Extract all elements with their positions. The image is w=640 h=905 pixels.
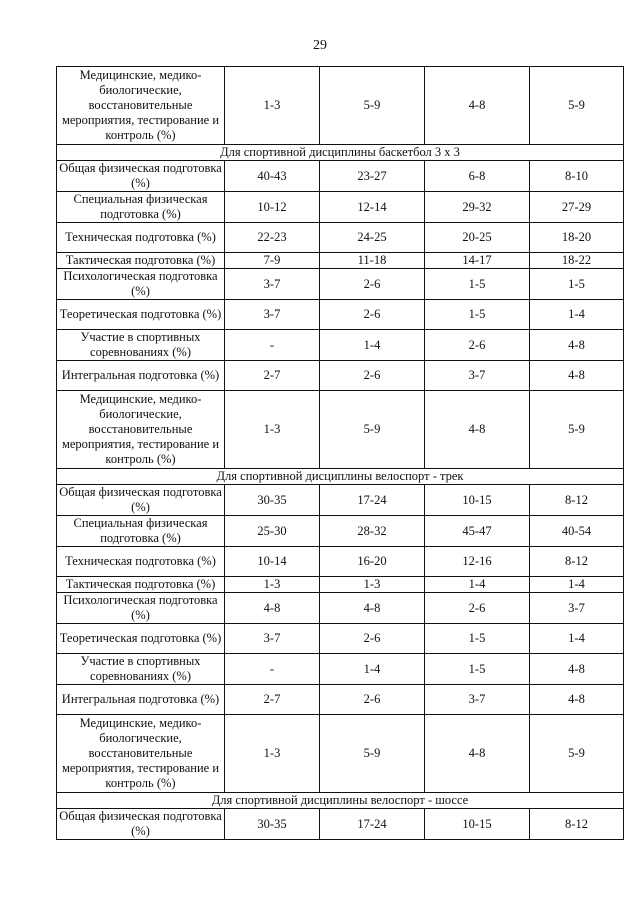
stage-2-value: 2-6 xyxy=(320,624,425,654)
stage-2-value: 5-9 xyxy=(320,715,425,793)
stage-1-value: 1-3 xyxy=(225,577,320,593)
stage-1-value: 10-14 xyxy=(225,547,320,577)
stage-1-value: 7-9 xyxy=(225,253,320,269)
table-row xyxy=(57,577,624,593)
stage-2-value: 12-14 xyxy=(320,192,425,223)
stage-3-value: 4-8 xyxy=(425,391,530,469)
stage-3-value: 1-5 xyxy=(425,300,530,330)
row-label: Медицинские, медико-биологические, восстановительные мероприятия, тестирование и контроль (%) xyxy=(57,67,225,145)
table-row xyxy=(57,161,624,192)
stage-3-value: 3-7 xyxy=(425,685,530,715)
section-title: Для спортивной дисциплины велоспорт - трек xyxy=(57,469,624,485)
row-label: Участие в спортивных соревнованиях (%) xyxy=(57,654,225,685)
stage-4-value: 27-29 xyxy=(530,192,624,223)
stage-1-value: 1-3 xyxy=(225,715,320,793)
section-title: Для спортивной дисциплины велоспорт - шоссе xyxy=(57,793,624,809)
stage-3-value: 2-6 xyxy=(425,593,530,624)
section-header-row xyxy=(57,145,624,161)
table-row xyxy=(57,654,624,685)
row-label: Интегральная подготовка (%) xyxy=(57,685,225,715)
stage-1-value: 1-3 xyxy=(225,391,320,469)
stage-4-value: 18-22 xyxy=(530,253,624,269)
stage-4-value: 18-20 xyxy=(530,223,624,253)
stage-4-value: 5-9 xyxy=(530,715,624,793)
stage-1-value: - xyxy=(225,330,320,361)
table-row xyxy=(57,516,624,547)
stage-4-value: 4-8 xyxy=(530,330,624,361)
row-label: Техническая подготовка (%) xyxy=(57,223,225,253)
row-label: Специальная физическая подготовка (%) xyxy=(57,192,225,223)
table-row xyxy=(57,300,624,330)
stage-1-value: 3-7 xyxy=(225,624,320,654)
stage-4-value: 1-4 xyxy=(530,624,624,654)
table-row xyxy=(57,809,624,840)
table-row xyxy=(57,715,624,793)
row-label: Общая физическая подготовка (%) xyxy=(57,809,225,840)
stage-2-value: 5-9 xyxy=(320,67,425,145)
stage-1-value: 10-12 xyxy=(225,192,320,223)
table-row xyxy=(57,485,624,516)
table-row xyxy=(57,67,624,145)
table-row xyxy=(57,391,624,469)
row-label: Медицинские, медико-биологические, восстановительные мероприятия, тестирование и контроль (%) xyxy=(57,391,225,469)
section-header-row xyxy=(57,793,624,809)
row-label: Теоретическая подготовка (%) xyxy=(57,300,225,330)
stage-1-value: 1-3 xyxy=(225,67,320,145)
section-title: Для спортивной дисциплины баскетбол 3 x 3 xyxy=(57,145,624,161)
row-label: Теоретическая подготовка (%) xyxy=(57,624,225,654)
stage-3-value: 1-4 xyxy=(425,577,530,593)
stage-2-value: 5-9 xyxy=(320,391,425,469)
table-row xyxy=(57,253,624,269)
page-number: 29 xyxy=(313,38,327,53)
stage-1-value: 30-35 xyxy=(225,809,320,840)
stage-3-value: 3-7 xyxy=(425,361,530,391)
stage-4-value: 3-7 xyxy=(530,593,624,624)
table-row xyxy=(57,547,624,577)
stage-4-value: 8-12 xyxy=(530,809,624,840)
stage-3-value: 10-15 xyxy=(425,485,530,516)
stage-4-value: 5-9 xyxy=(530,391,624,469)
row-label: Техническая подготовка (%) xyxy=(57,547,225,577)
row-label: Участие в спортивных соревнованиях (%) xyxy=(57,330,225,361)
stage-4-value: 4-8 xyxy=(530,361,624,391)
row-label: Тактическая подготовка (%) xyxy=(57,577,225,593)
table-row xyxy=(57,330,624,361)
section-header-row xyxy=(57,469,624,485)
stage-4-value: 1-4 xyxy=(530,300,624,330)
table-row xyxy=(57,223,624,253)
table-row xyxy=(57,269,624,300)
stage-1-value: 30-35 xyxy=(225,485,320,516)
stage-3-value: 4-8 xyxy=(425,67,530,145)
stage-1-value: 2-7 xyxy=(225,361,320,391)
stage-2-value: 2-6 xyxy=(320,685,425,715)
stage-3-value: 12-16 xyxy=(425,547,530,577)
stage-2-value: 4-8 xyxy=(320,593,425,624)
stage-2-value: 2-6 xyxy=(320,269,425,300)
table-row xyxy=(57,593,624,624)
row-label: Специальная физическая подготовка (%) xyxy=(57,516,225,547)
training-norms-table xyxy=(56,66,624,840)
row-label: Психологическая подготовка (%) xyxy=(57,593,225,624)
stage-2-value: 24-25 xyxy=(320,223,425,253)
stage-3-value: 1-5 xyxy=(425,654,530,685)
stage-4-value: 8-12 xyxy=(530,485,624,516)
stage-2-value: 28-32 xyxy=(320,516,425,547)
table-row xyxy=(57,192,624,223)
stage-4-value: 8-10 xyxy=(530,161,624,192)
row-label: Интегральная подготовка (%) xyxy=(57,361,225,391)
stage-4-value: 1-4 xyxy=(530,577,624,593)
row-label: Общая физическая подготовка (%) xyxy=(57,485,225,516)
stage-2-value: 17-24 xyxy=(320,485,425,516)
stage-4-value: 5-9 xyxy=(530,67,624,145)
stage-1-value: 22-23 xyxy=(225,223,320,253)
stage-2-value: 23-27 xyxy=(320,161,425,192)
stage-1-value: 3-7 xyxy=(225,269,320,300)
stage-3-value: 20-25 xyxy=(425,223,530,253)
stage-2-value: 1-3 xyxy=(320,577,425,593)
stage-3-value: 4-8 xyxy=(425,715,530,793)
stage-1-value: 2-7 xyxy=(225,685,320,715)
stage-1-value: 25-30 xyxy=(225,516,320,547)
stage-2-value: 2-6 xyxy=(320,300,425,330)
stage-3-value: 10-15 xyxy=(425,809,530,840)
table-body xyxy=(57,67,624,840)
stage-1-value: 3-7 xyxy=(225,300,320,330)
stage-3-value: 2-6 xyxy=(425,330,530,361)
stage-1-value: 40-43 xyxy=(225,161,320,192)
stage-4-value: 8-12 xyxy=(530,547,624,577)
table-row xyxy=(57,624,624,654)
row-label: Медицинские, медико-биологические, восстановительные мероприятия, тестирование и контроль (%) xyxy=(57,715,225,793)
stage-2-value: 17-24 xyxy=(320,809,425,840)
stage-4-value: 1-5 xyxy=(530,269,624,300)
stage-3-value: 45-47 xyxy=(425,516,530,547)
row-label: Психологическая подготовка (%) xyxy=(57,269,225,300)
stage-3-value: 14-17 xyxy=(425,253,530,269)
stage-2-value: 11-18 xyxy=(320,253,425,269)
stage-1-value: 4-8 xyxy=(225,593,320,624)
stage-2-value: 16-20 xyxy=(320,547,425,577)
stage-1-value: - xyxy=(225,654,320,685)
row-label: Общая физическая подготовка (%) xyxy=(57,161,225,192)
table-row xyxy=(57,685,624,715)
stage-2-value: 2-6 xyxy=(320,361,425,391)
stage-2-value: 1-4 xyxy=(320,654,425,685)
table-row xyxy=(57,361,624,391)
stage-4-value: 4-8 xyxy=(530,654,624,685)
stage-4-value: 40-54 xyxy=(530,516,624,547)
stage-2-value: 1-4 xyxy=(320,330,425,361)
row-label: Тактическая подготовка (%) xyxy=(57,253,225,269)
stage-4-value: 4-8 xyxy=(530,685,624,715)
stage-3-value: 6-8 xyxy=(425,161,530,192)
stage-3-value: 29-32 xyxy=(425,192,530,223)
stage-3-value: 1-5 xyxy=(425,269,530,300)
stage-3-value: 1-5 xyxy=(425,624,530,654)
